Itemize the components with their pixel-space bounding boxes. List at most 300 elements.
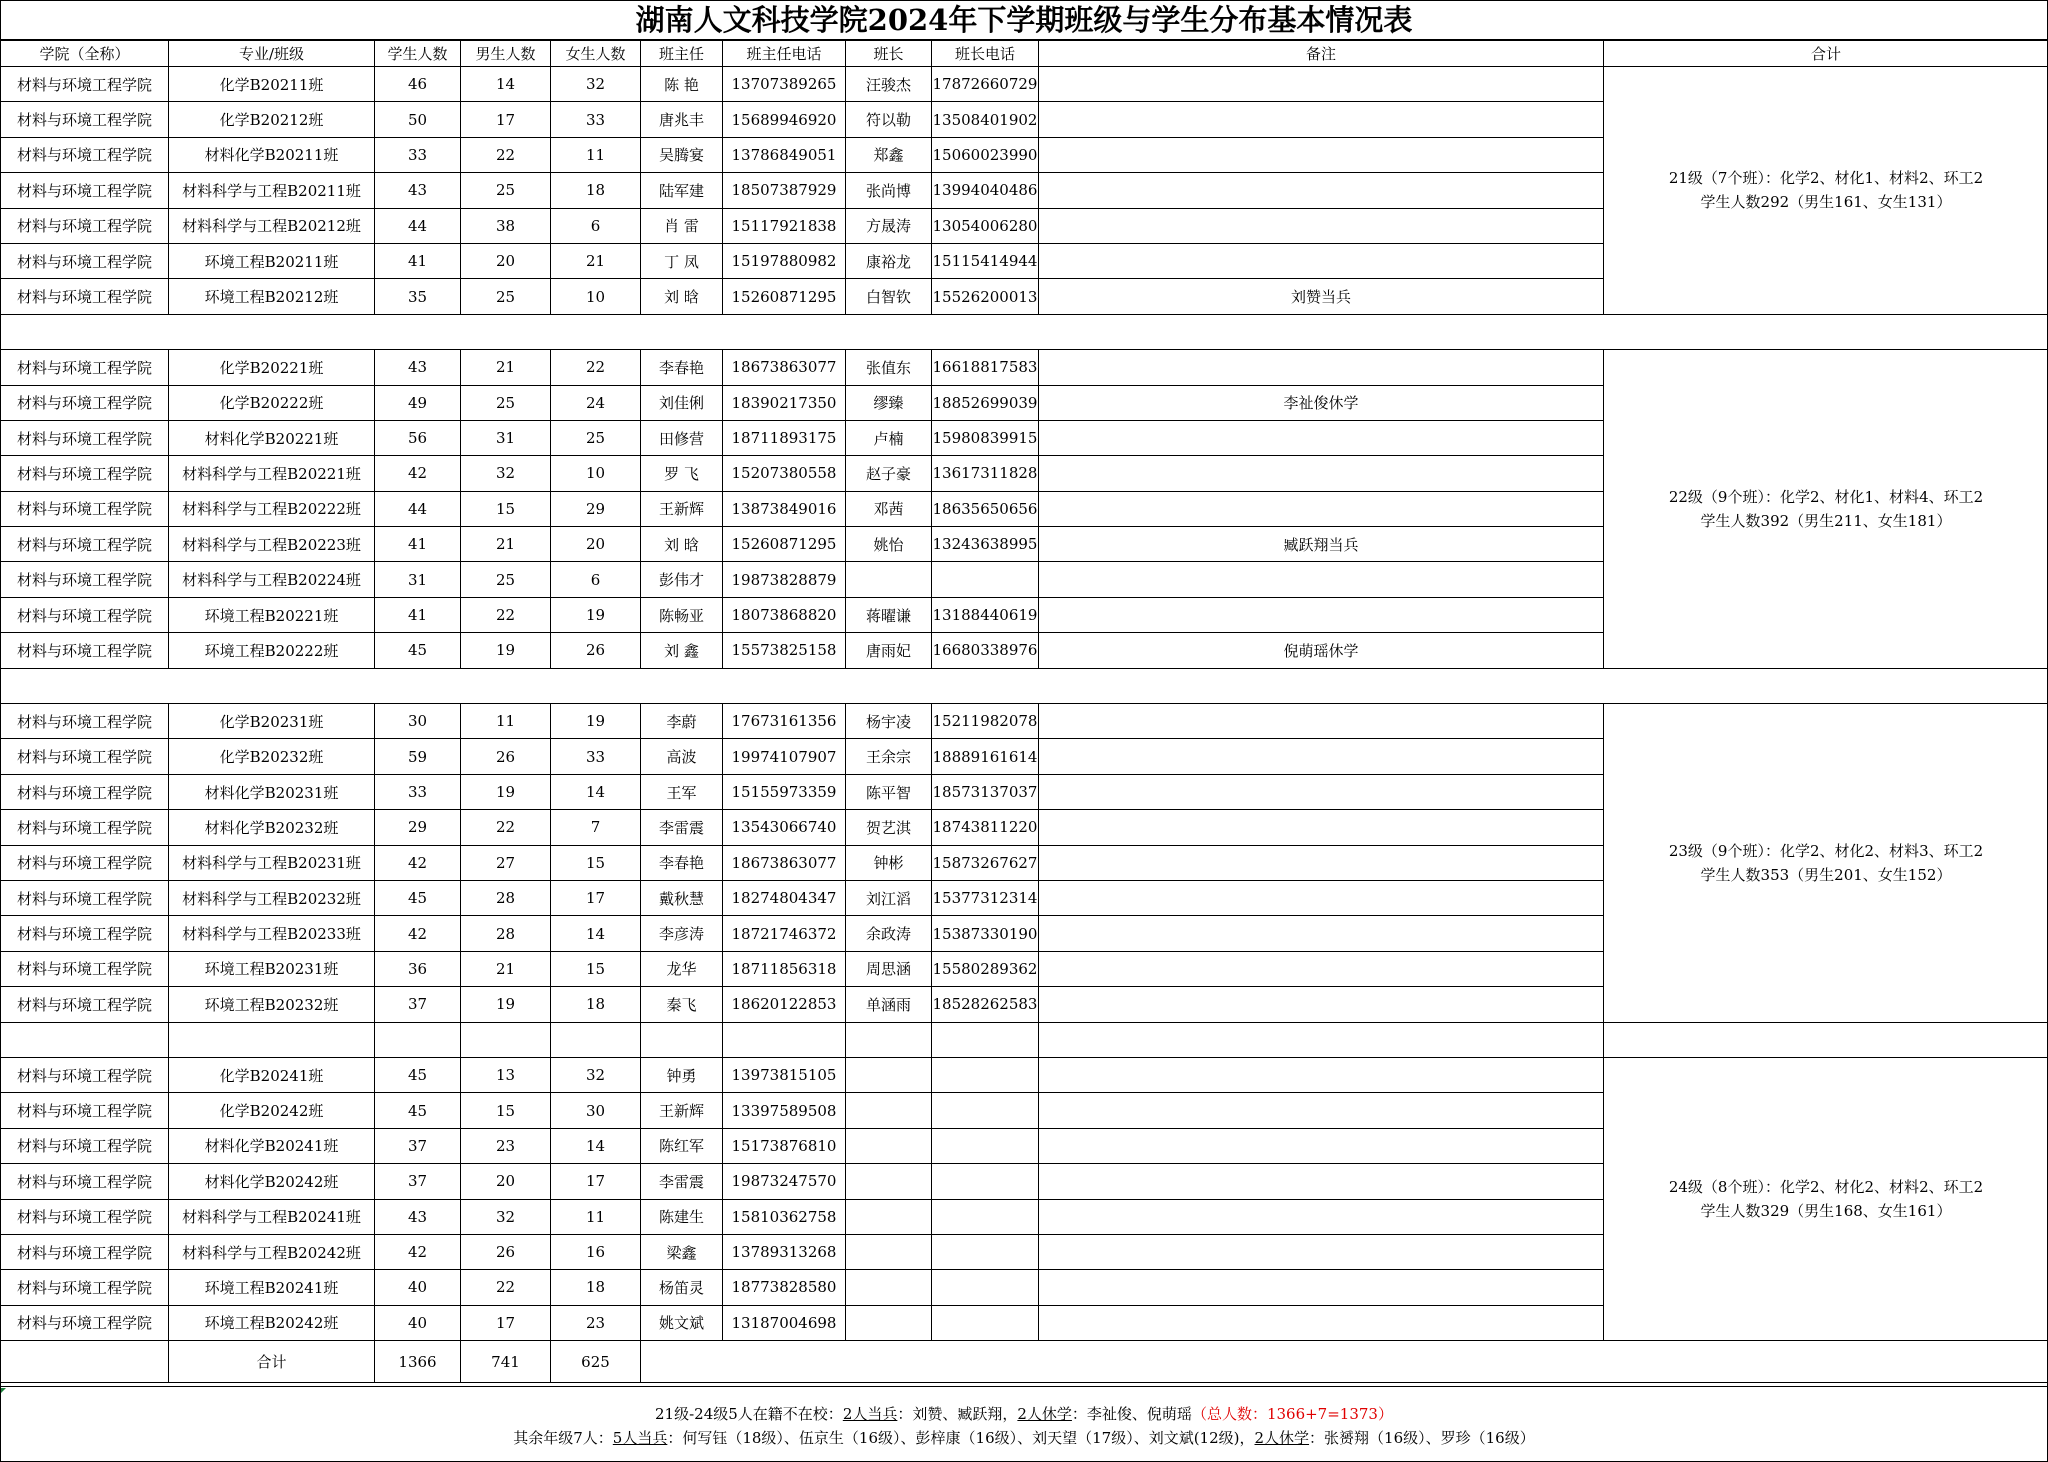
cell-male: 25 [461, 173, 551, 208]
cell-college: 材料与环境工程学院 [1, 102, 169, 137]
cell-total: 50 [375, 102, 461, 137]
cell-monitor-phone: 15980839915 [932, 420, 1039, 455]
cell-monitor: 周思涵 [846, 951, 932, 986]
spacer-cell [932, 1022, 1039, 1057]
grade-summary [1604, 67, 2048, 315]
cell-monitor-phone: 18573137037 [932, 774, 1039, 809]
cell-class: 环境工程B20211班 [169, 243, 375, 278]
cell-female: 26 [551, 633, 641, 668]
cell-class: 环境工程B20221班 [169, 597, 375, 632]
cell-class: 环境工程B20242班 [169, 1305, 375, 1340]
table-row [1, 67, 2048, 102]
cell-class: 化学B20231班 [169, 704, 375, 739]
cell-note: 刘赞当兵 [1039, 279, 1604, 314]
cell-teacher-phone: 13873849016 [723, 491, 846, 526]
cell-total: 56 [375, 420, 461, 455]
cell-total: 49 [375, 385, 461, 420]
cell-teacher: 刘 鑫 [641, 633, 723, 668]
cell-teacher: 王新辉 [641, 1093, 723, 1128]
cell-note [1039, 774, 1604, 809]
header-total: 学生人数 [375, 41, 461, 67]
cell-college: 材料与环境工程学院 [1, 1234, 169, 1269]
footer-l2-c: ：何写钰（18级）、伍京生（16级）、彭梓康（16级）、刘天望（17级）、刘文斌(12级)， [667, 1429, 1255, 1447]
cell-total: 33 [375, 774, 461, 809]
cell-monitor-phone: 15387330190 [932, 916, 1039, 951]
spacer-cell [375, 1022, 461, 1057]
cell-class: 化学B20221班 [169, 350, 375, 385]
cell-college: 材料与环境工程学院 [1, 987, 169, 1022]
header-male: 男生人数 [461, 41, 551, 67]
cell-total: 31 [375, 562, 461, 597]
grade-summary-counts: 学生人数292（男生161、女生131） [1700, 193, 1952, 212]
cell-monitor [846, 1164, 932, 1199]
cell-total: 37 [375, 1164, 461, 1199]
cell-monitor: 蒋曜谦 [846, 597, 932, 632]
cell-monitor-phone: 15060023990 [932, 137, 1039, 172]
cell-monitor: 余政涛 [846, 916, 932, 951]
cell-monitor-phone: 15580289362 [932, 951, 1039, 986]
footer-l1-d: 2人休学 [1017, 1405, 1072, 1423]
cell-total: 45 [375, 880, 461, 915]
cell-female: 18 [551, 1270, 641, 1305]
cell-teacher-phone: 15197880982 [723, 243, 846, 278]
spacer-cell [1, 668, 2048, 703]
cell-class: 环境工程B20232班 [169, 987, 375, 1022]
cell-class: 化学B20242班 [169, 1093, 375, 1128]
cell-total: 45 [375, 1093, 461, 1128]
cell-teacher-phone: 18773828580 [723, 1270, 846, 1305]
header-teacher-phone: 班主任电话 [723, 41, 846, 67]
header-monitor-phone: 班长电话 [932, 41, 1039, 67]
cell-teacher: 陈 艳 [641, 67, 723, 102]
cell-monitor: 白智钦 [846, 279, 932, 314]
cell-college: 材料与环境工程学院 [1, 456, 169, 491]
cell-female: 11 [551, 1199, 641, 1234]
cell-monitor: 符以勒 [846, 102, 932, 137]
cell-monitor: 单涵雨 [846, 987, 932, 1022]
cell-total: 30 [375, 704, 461, 739]
cell-male: 23 [461, 1128, 551, 1163]
cell-teacher-phone: 18711856318 [723, 951, 846, 986]
cell-class: 材料科学与工程B20232班 [169, 880, 375, 915]
cell-teacher: 李春艳 [641, 350, 723, 385]
cell-male: 27 [461, 845, 551, 880]
cell-teacher-phone: 18390217350 [723, 385, 846, 420]
cell-female: 7 [551, 810, 641, 845]
cell-teacher-phone: 15260871295 [723, 527, 846, 562]
cell-teacher-phone: 13187004698 [723, 1305, 846, 1340]
cell-note [1039, 1093, 1604, 1128]
cell-monitor: 姚怡 [846, 527, 932, 562]
cell-total: 29 [375, 810, 461, 845]
cell-monitor: 刘江滔 [846, 880, 932, 915]
cell-monitor: 缪臻 [846, 385, 932, 420]
cell-female: 19 [551, 597, 641, 632]
cell-class: 化学B20241班 [169, 1057, 375, 1092]
cell-class: 材料科学与工程B20224班 [169, 562, 375, 597]
cell-college: 材料与环境工程学院 [1, 916, 169, 951]
footer-l2-a: 其余年级7人： [513, 1429, 613, 1447]
footer-l1-a: 21级-24级5人在籍不在校： [655, 1405, 843, 1423]
cell-college: 材料与环境工程学院 [1, 279, 169, 314]
cell-male: 15 [461, 491, 551, 526]
cell-college: 材料与环境工程学院 [1, 208, 169, 243]
cell-monitor [846, 1305, 932, 1340]
footer-l1-e: ：李祉俊、倪萌瑶 [1071, 1405, 1192, 1423]
cell-class: 材料科学与工程B20222班 [169, 491, 375, 526]
footer-line-1 [0, 1402, 2048, 1426]
cell-female: 18 [551, 987, 641, 1022]
cell-note [1039, 420, 1604, 455]
cell-teacher: 李雷震 [641, 810, 723, 845]
cell-monitor-phone: 13994040486 [932, 173, 1039, 208]
cell-note: 臧跃翔当兵 [1039, 527, 1604, 562]
cell-teacher: 李春艳 [641, 845, 723, 880]
cell-female: 15 [551, 951, 641, 986]
cell-male: 20 [461, 1164, 551, 1199]
cell-note [1039, 562, 1604, 597]
grade-summary [1604, 1057, 2048, 1340]
cell-total: 44 [375, 208, 461, 243]
cell-class: 材料科学与工程B20223班 [169, 527, 375, 562]
cell-teacher-phone: 15117921838 [723, 208, 846, 243]
cell-note [1039, 102, 1604, 137]
cell-female: 20 [551, 527, 641, 562]
cell-female: 6 [551, 208, 641, 243]
cell-teacher-phone: 18711893175 [723, 420, 846, 455]
cell-female: 33 [551, 739, 641, 774]
cell-monitor-phone: 16618817583 [932, 350, 1039, 385]
cell-class: 材料化学B20241班 [169, 1128, 375, 1163]
cell-female: 14 [551, 1128, 641, 1163]
cell-teacher: 陈畅亚 [641, 597, 723, 632]
cell-total: 45 [375, 1057, 461, 1092]
cell-monitor-phone: 15873267627 [932, 845, 1039, 880]
cell-total: 33 [375, 137, 461, 172]
spacer-cell [723, 1022, 846, 1057]
cell-total: 59 [375, 739, 461, 774]
cell-college: 材料与环境工程学院 [1, 491, 169, 526]
cell-male: 17 [461, 102, 551, 137]
cell-college: 材料与环境工程学院 [1, 1093, 169, 1128]
table-row [1, 704, 2048, 739]
cell-female: 6 [551, 562, 641, 597]
cell-monitor: 郑鑫 [846, 137, 932, 172]
cell-teacher: 王新辉 [641, 491, 723, 526]
cell-female: 10 [551, 456, 641, 491]
cell-male: 22 [461, 137, 551, 172]
cell-teacher-phone: 13789313268 [723, 1234, 846, 1269]
cell-monitor: 康裕龙 [846, 243, 932, 278]
cell-teacher: 刘 晗 [641, 527, 723, 562]
cell-male: 13 [461, 1057, 551, 1092]
cell-male: 28 [461, 916, 551, 951]
grade-summary-counts: 学生人数329（男生168、女生161） [1700, 1202, 1952, 1220]
cell-monitor-phone: 15526200013 [932, 279, 1039, 314]
cell-teacher: 唐兆丰 [641, 102, 723, 137]
cell-monitor: 卢楠 [846, 420, 932, 455]
cell-male: 21 [461, 951, 551, 986]
cell-teacher: 秦飞 [641, 987, 723, 1022]
cell-monitor-phone [932, 1093, 1039, 1128]
cell-female: 21 [551, 243, 641, 278]
cell-college: 材料与环境工程学院 [1, 810, 169, 845]
cell-monitor: 汪骏杰 [846, 67, 932, 102]
cell-monitor [846, 1057, 932, 1092]
cell-teacher-phone: 13397589508 [723, 1093, 846, 1128]
spacer-cell [1, 314, 2048, 349]
cell-male: 25 [461, 385, 551, 420]
cell-monitor-phone: 18743811220 [932, 810, 1039, 845]
spacer-cell [169, 1022, 375, 1057]
footer-line-2 [0, 1426, 2048, 1450]
cell-teacher: 梁鑫 [641, 1234, 723, 1269]
totals-students: 1366 [375, 1341, 461, 1383]
cell-monitor-phone: 18528262583 [932, 987, 1039, 1022]
cell-teacher: 陆军建 [641, 173, 723, 208]
spacer-cell [1039, 1022, 1604, 1057]
cell-note [1039, 137, 1604, 172]
cell-teacher-phone: 18721746372 [723, 916, 846, 951]
footer-total-count: （总人数：1366+7=1373） [1191, 1405, 1393, 1423]
header-class: 专业/班级 [169, 41, 375, 67]
cell-total: 36 [375, 951, 461, 986]
cell-male: 22 [461, 597, 551, 632]
grade-summary [1604, 350, 2048, 669]
cell-male: 31 [461, 420, 551, 455]
cell-note [1039, 1164, 1604, 1199]
cell-monitor: 方晟涛 [846, 208, 932, 243]
cell-class: 环境工程B20222班 [169, 633, 375, 668]
cell-total: 45 [375, 633, 461, 668]
cell-class: 材料化学B20242班 [169, 1164, 375, 1199]
cell-total: 37 [375, 987, 461, 1022]
cell-note [1039, 67, 1604, 102]
cell-male: 19 [461, 774, 551, 809]
cell-female: 18 [551, 173, 641, 208]
cell-male: 11 [461, 704, 551, 739]
cell-monitor [846, 1128, 932, 1163]
spacer-row [1, 314, 2048, 349]
grade-summary-classes: 21级（7个班）：化学2、材化1、材料2、环工2 [1668, 169, 1984, 188]
cell-note [1039, 880, 1604, 915]
cell-teacher: 高波 [641, 739, 723, 774]
cell-male: 19 [461, 633, 551, 668]
cell-male: 20 [461, 243, 551, 278]
cell-monitor: 贺艺淇 [846, 810, 932, 845]
cell-class: 化学B20232班 [169, 739, 375, 774]
cell-monitor-phone [932, 1128, 1039, 1163]
cell-monitor: 杨宇凌 [846, 704, 932, 739]
cell-total: 40 [375, 1305, 461, 1340]
cell-teacher-phone: 19873247570 [723, 1164, 846, 1199]
cell-teacher: 丁 凤 [641, 243, 723, 278]
cell-female: 29 [551, 491, 641, 526]
cell-teacher-phone: 13973815105 [723, 1057, 846, 1092]
cell-teacher: 戴秋慧 [641, 880, 723, 915]
cell-teacher-phone: 13707389265 [723, 67, 846, 102]
cell-note: 李祉俊休学 [1039, 385, 1604, 420]
cell-monitor-phone: 13617311828 [932, 456, 1039, 491]
cell-class: 化学B20222班 [169, 385, 375, 420]
cell-teacher-phone: 18507387929 [723, 173, 846, 208]
cell-male: 25 [461, 562, 551, 597]
cell-monitor-phone [932, 1234, 1039, 1269]
cell-monitor-phone: 15211982078 [932, 704, 1039, 739]
cell-teacher: 龙华 [641, 951, 723, 986]
cell-college: 材料与环境工程学院 [1, 1305, 169, 1340]
cell-note [1039, 1234, 1604, 1269]
page-title: 湖南人文科技学院2024年下学期班级与学生分布基本情况表 [0, 0, 2048, 40]
header-row [1, 41, 2048, 67]
cell-note [1039, 951, 1604, 986]
cell-college: 材料与环境工程学院 [1, 1270, 169, 1305]
cell-total: 40 [375, 1270, 461, 1305]
totals-label: 合计 [169, 1341, 375, 1383]
cell-monitor-phone [932, 1164, 1039, 1199]
spacer-row [1, 668, 2048, 703]
cell-male: 22 [461, 810, 551, 845]
totals-female: 625 [551, 1341, 641, 1383]
totals-row [1, 1341, 2048, 1383]
cell-class: 材料科学与工程B20241班 [169, 1199, 375, 1234]
cell-female: 25 [551, 420, 641, 455]
cell-total: 44 [375, 491, 461, 526]
cell-teacher: 杨笛灵 [641, 1270, 723, 1305]
cell-monitor-phone: 13054006280 [932, 208, 1039, 243]
cell-teacher: 王军 [641, 774, 723, 809]
cell-monitor: 陈平智 [846, 774, 932, 809]
cell-college: 材料与环境工程学院 [1, 633, 169, 668]
cell-teacher: 罗 飞 [641, 456, 723, 491]
cell-college: 材料与环境工程学院 [1, 67, 169, 102]
cell-female: 33 [551, 102, 641, 137]
table-body [1, 41, 2048, 1383]
cell-total: 41 [375, 243, 461, 278]
cell-teacher: 陈红军 [641, 1128, 723, 1163]
cell-class: 材料化学B20221班 [169, 420, 375, 455]
header-female: 女生人数 [551, 41, 641, 67]
cell-class: 化学B20211班 [169, 67, 375, 102]
cell-teacher-phone: 19873828879 [723, 562, 846, 597]
grade-summary [1604, 704, 2048, 1023]
cell-college: 材料与环境工程学院 [1, 243, 169, 278]
student-distribution-table [0, 40, 2048, 1383]
cell-total: 42 [375, 1234, 461, 1269]
cell-monitor-phone: 15115414944 [932, 243, 1039, 278]
cell-male: 32 [461, 456, 551, 491]
cell-monitor: 钟彬 [846, 845, 932, 880]
cell-monitor [846, 1234, 932, 1269]
cell-note [1039, 597, 1604, 632]
header-teacher: 班主任 [641, 41, 723, 67]
cell-college: 材料与环境工程学院 [1, 1199, 169, 1234]
cell-class: 材料科学与工程B20212班 [169, 208, 375, 243]
cell-male: 26 [461, 739, 551, 774]
cell-class: 环境工程B20212班 [169, 279, 375, 314]
cell-class: 材料科学与工程B20221班 [169, 456, 375, 491]
cell-teacher-phone: 15207380558 [723, 456, 846, 491]
cell-total: 37 [375, 1128, 461, 1163]
cell-teacher-phone: 18073868820 [723, 597, 846, 632]
cell-monitor-phone [932, 1057, 1039, 1092]
cell-teacher-phone: 15260871295 [723, 279, 846, 314]
cell-monitor-phone [932, 562, 1039, 597]
cell-monitor-phone: 18635650656 [932, 491, 1039, 526]
cell-total: 35 [375, 279, 461, 314]
cell-monitor [846, 1270, 932, 1305]
cell-total: 43 [375, 1199, 461, 1234]
cell-class: 材料科学与工程B20231班 [169, 845, 375, 880]
cell-college: 材料与环境工程学院 [1, 420, 169, 455]
cell-teacher-phone: 15689946920 [723, 102, 846, 137]
cell-college: 材料与环境工程学院 [1, 350, 169, 385]
cell-female: 14 [551, 916, 641, 951]
cell-female: 10 [551, 279, 641, 314]
cell-monitor-phone [932, 1305, 1039, 1340]
cell-class: 化学B20212班 [169, 102, 375, 137]
cell-monitor [846, 1199, 932, 1234]
grade-summary-counts: 学生人数392（男生211、女生181） [1700, 511, 1952, 530]
cell-college: 材料与环境工程学院 [1, 774, 169, 809]
cell-note [1039, 916, 1604, 951]
cell-monitor-phone: 18852699039 [932, 385, 1039, 420]
cell-teacher: 姚文斌 [641, 1305, 723, 1340]
cell-note [1039, 456, 1604, 491]
footer-notes [0, 1386, 2048, 1462]
cell-total: 43 [375, 173, 461, 208]
cell-total: 42 [375, 456, 461, 491]
cell-teacher: 李雷震 [641, 1164, 723, 1199]
grade-summary-classes: 23级（9个班）：化学2、材化2、材料3、环工2 [1668, 841, 1984, 860]
cell-total: 41 [375, 597, 461, 632]
cell-class: 材料科学与工程B20233班 [169, 916, 375, 951]
cell-note [1039, 845, 1604, 880]
cell-teacher: 李彦涛 [641, 916, 723, 951]
cell-monitor: 张尚博 [846, 173, 932, 208]
cell-teacher: 钟勇 [641, 1057, 723, 1092]
cell-note [1039, 704, 1604, 739]
spacer-cell [461, 1022, 551, 1057]
student-distribution-table-wrap [0, 40, 2048, 1383]
cell-note [1039, 350, 1604, 385]
cell-total: 41 [375, 527, 461, 562]
cell-class: 材料化学B20232班 [169, 810, 375, 845]
cell-note [1039, 1128, 1604, 1163]
footer-l1-c: ：刘赞、臧跃翔， [897, 1405, 1018, 1423]
cell-male: 32 [461, 1199, 551, 1234]
cell-monitor [846, 562, 932, 597]
cell-note [1039, 1199, 1604, 1234]
cell-teacher: 刘佳俐 [641, 385, 723, 420]
cell-male: 21 [461, 350, 551, 385]
cell-college: 材料与环境工程学院 [1, 951, 169, 986]
cell-female: 17 [551, 880, 641, 915]
cell-female: 17 [551, 1164, 641, 1199]
cell-monitor-phone: 13243638995 [932, 527, 1039, 562]
cell-male: 22 [461, 1270, 551, 1305]
cell-female: 16 [551, 1234, 641, 1269]
cell-teacher: 肖 雷 [641, 208, 723, 243]
cell-male: 15 [461, 1093, 551, 1128]
cell-monitor: 张值东 [846, 350, 932, 385]
cell-college: 材料与环境工程学院 [1, 137, 169, 172]
footer-l2-b: 5人当兵 [612, 1429, 668, 1447]
cell-monitor-phone: 13188440619 [932, 597, 1039, 632]
cell-note [1039, 491, 1604, 526]
cell-male: 28 [461, 880, 551, 915]
cell-teacher-phone: 17673161356 [723, 704, 846, 739]
